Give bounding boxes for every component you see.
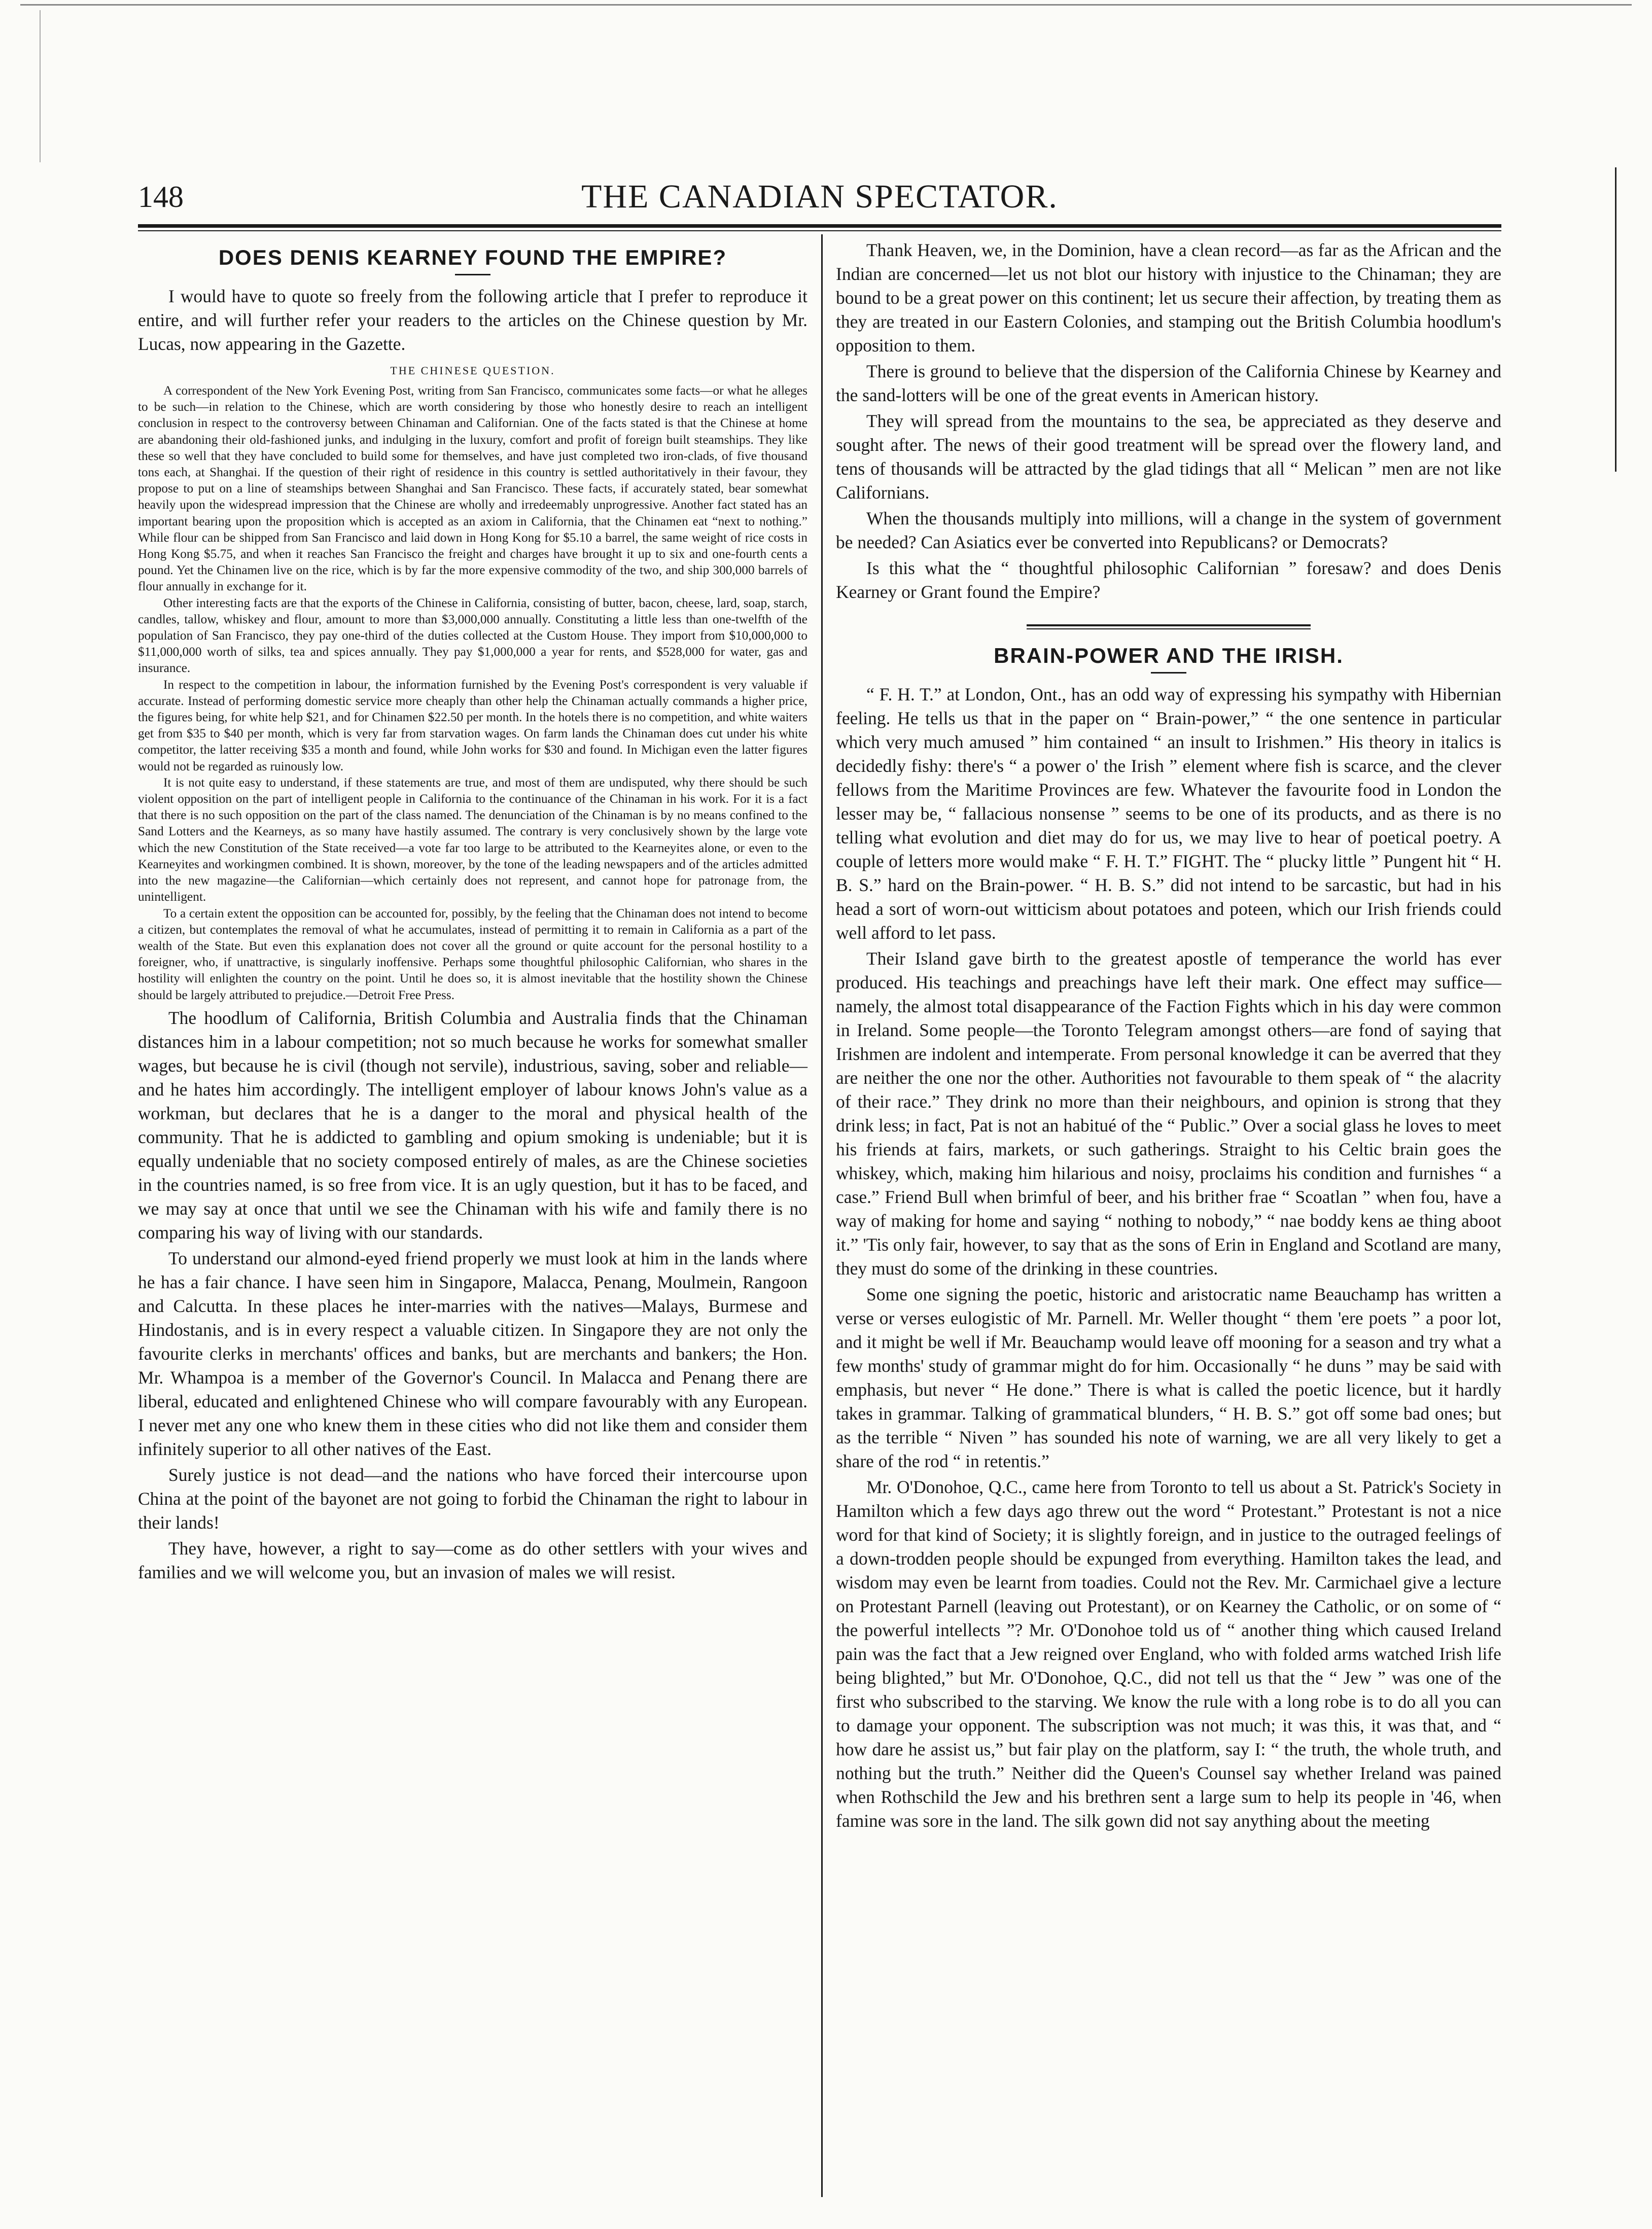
right-column: [836, 238, 1501, 1835]
column-divider: [821, 234, 823, 2197]
body-paragraph: To understand our almond-eyed friend properly we must look at him in the lands where he has a fair chance. I have seen him in Singapore, Malacca, Penang, Moulmein, Rangoon and Calcutta. In these places he inter-marries with the natives—Malays, Burmese and Hindostanis, and is in every respect a valuable citizen. In Singapore they are not only the favourite clerks in merchants' offices and banks, but are merchants and bankers; the Hon. Mr. Whampoa is a member of the Governor's Council. In Malacca and Penang there are liberal, educated and enlightened Chinese who will compare favourably with any European. I never met any one who knew them in these cities who did not like them and consider them infinitely superior to all other natives of the East.: [138, 1248, 807, 1459]
page-number: 148: [138, 180, 184, 214]
article-title-brain-power: BRAIN-POWER AND THE IRISH.: [994, 644, 1344, 667]
quoted-paragraph: A correspondent of the New York Evening Post, writing from San Francisco, communicates some facts—or what he alleges to be such—in relation to the Chinese, which are worth considering by those who honestly desire to reach an intelligent conclusion in respect to the controversy between Chinaman and Californian. One of the facts stated is that the Chinese at home are abandoning their old-fashioned junks, and indulging in the luxury, comfort and profit of foreign built steamships. They like these so well that they have concluded to build some for themselves, and have just completed two iron-clads, of five thousand tons each, at Shanghai. If the question of their right of residence in this country is settled authoritatively in their favour, they propose to put on a line of steamships between Shanghai and San Francisco. These facts, if accurately stated, bear somewhat heavily upon the widespread impression that the Chinese are wholly and irredeemably unprogressive. Another fact stated has an important bearing upon the proposition which is accepted as an axiom in California, that the Chinamen eat “next to nothing.” While flour can be shipped from San Francisco and laid down in Hong Kong for $5.10 a barrel, the same weight of rice costs in Hong Kong $5.75, and when it reaches San Francisco the freight and charges have brought it up to six and one-fourth cents a pound. Yet the Chinamen live on the rice, which is by far the more expensive commodity of the two, and ship 300,000 barrels of flour annually in exchange for it.: [138, 383, 807, 594]
quoted-paragraph: It is not quite easy to understand, if these statements are true, and most of them are undisputed, why there should be such violent opposition on the part of intelligent people in California to the continuance of the Chinaman in his work. For it is a fact that there is no such opposition on the part of the class named. The denunciation of the Chinaman is by no means confined to the Sand Lotters and the Kearneys, as so many have hastily assumed. The contrary is very conclusively shown by the large vote which the new Constitution of the State received—a vote far too large to be attributed to the Kearneyites alone, or even to the Kearneyites and workingmen combined. It is shown, moreover, by the tone of the leading newspapers and of the articles admitted into the new magazine—the Californian—which certainly does not represent, and cannot hope for patronage from, the unintelligent.: [138, 775, 807, 904]
page-header: [138, 178, 1501, 223]
left-column: [138, 238, 807, 1586]
section-separator: [1027, 624, 1311, 629]
article-intro: I would have to quote so freely from the following article that I prefer to reproduce it entire, and will further refer your readers to the articles on the Chinese question by Mr. Lucas, now appearing in the Gazette.: [138, 286, 807, 354]
body-paragraph: Some one signing the poetic, historic and aristocratic name Beauchamp has written a verse or verses eulogistic of Mr. Parnell. Mr. Weller thought “ them 'ere poets ” a poor lot, and it might be well if Mr. Beauchamp would leave off mooning for a season and try what a few months' study of grammar might do for him. Occasionally “ he duns ” may be said with emphasis, but never “ He done.” There is what is called the poetic licence, but it hardly takes in grammar. Talking of grammatical blunders, “ H. B. S.” got off some bad ones; but as the terrible “ Niven ” has sounded his note of warning, we are all very likely to get a share of the rod “ in retentis.”: [836, 1284, 1501, 1471]
article-title-kearney: DOES DENIS KEARNEY FOUND THE EMPIRE?: [218, 245, 727, 269]
continued-paragraph: Thank Heaven, we, in the Dominion, have a clean record—as far as the African and the Indian are concerned—let us not blot our history with injustice to the Chinaman; they are bound to be a great power on this continent; let us secure their affection, by treating them as they are treated in our Eastern Colonies, and stamping out the British Columbia hoodlum's opposition to them.: [836, 240, 1501, 356]
body-paragraph: “ F. H. T.” at London, Ont., has an odd way of expressing his sympathy with Hibernian feeling. He tells us that in the paper on “ Brain-power,” “ the one sentence in particular which very much amused ” him contained “ an insult to Irishmen.” His theory in italics is decidedly fishy: there's “ a power o' the Irish ” element where fish is scarce, and the clever fellows from the Maritime Provinces are few. Whatever the favourite food in London the lesser may be, “ fallacious nonsense ” seems to be one of its products, and as there is no telling what evolution and diet may do for us, we may live to hear of poetical poetry. A couple of letters more would make “ F. H. T.” FIGHT. The “ plucky little ” Pungent hit “ H. B. S.” hard on the Brain-power. “ H. B. S.” did not intend to be sarcastic, but had in his head a sort of worn-out witticism about potatoes and poteen, which our Irish friends could well afford to let pass.: [836, 684, 1501, 943]
body-paragraph: Mr. O'Donohoe, Q.C., came here from Toronto to tell us about a St. Patrick's Society in Hamilton which a few days ago threw out the word “ Protestant.” Protestant is not a nice word for that kind of Society; it is slightly foreign, and in justice to the outraged feelings of a down-trodden people should be expunged from everything. Hamilton takes the lead, and wisdom may even be learnt from toadies. Could not the Rev. Mr. Carmichael give a lecture on Protestant Parnell (leaving out Protestant), or on Kearney the Catholic, or on some of “ the powerful intellects ”? Mr. O'Donohoe told us of “ another thing which caused Ireland pain was the fact that a Jew reigned over England, who with folded arms watched Irish life being blighted,” but Mr. O'Donohoe, Q.C., did not tell us that the “ Jew ” was one of the first who subscribed to the starving. We know the rule with a long robe is to do all you can to damage your opponent. The subscription was not much; it was this, it was that, and “ how dare he assist us,” but fair play on the platform, say I: “ the truth, the whole truth, and nothing but the truth.” Neither did the Queen's Counsel say whether Ireland was pained when Rothschild the Jew and his brethren sent a large sum to help its people in '46, when famine was sore in the land. The silk gown did not say anything about the meeting: [836, 1477, 1501, 1831]
newspaper-page: [138, 178, 1501, 2201]
continued-paragraph: They will spread from the mountains to the sea, be appreciated as they deserve and sought after. The news of their good treatment will be spread over the flowery land, and tens of thousands will be attracted by the glad tidings that all “ Melican ” men are not like Californians.: [836, 411, 1501, 503]
title-underline: [1151, 672, 1186, 674]
header-rule-thin: [138, 230, 1501, 231]
continued-paragraph: Is this what the “ thoughtful philosophic Californian ” foresaw? and does Denis Kearney or Grant found the Empire?: [836, 558, 1501, 602]
continued-paragraph: When the thousands multiply into millions, will a change in the system of government be needed? Can Asiatics ever be converted into Republicans? or Democrats?: [836, 508, 1501, 552]
header-rule-thick: [138, 224, 1501, 228]
top-scan-line: [20, 4, 1632, 6]
continued-paragraph: There is ground to believe that the dispersion of the California Chinese by Kearney and the sand-lotters will be one of the great events in American history.: [836, 361, 1501, 405]
right-margin-mark: [1615, 167, 1616, 472]
body-paragraph: Their Island gave birth to the greatest apostle of temperance the world has ever produced. His teachings and preachings have left their mark. One effect may suffice—namely, the almost total disappearance of the Faction Fights which in his day were common in Ireland. Some people—the Toronto Telegram amongst others—are fond of saying that Irishmen are indolent and intemperate. From personal knowledge it can be averred that they are neither the one nor the other. Authorities not favourable to them speak of “ the alacrity of their race.” They drink no more than their neighbours, and opinion is strong that they drink less; in fact, Pat is not an habitué of the “ Public.” Over a social glass he loves to meet his friends at fairs, markets, or such gatherings. Straight to his Celtic brain goes the whiskey, which, making him hilarious and noisy, proclaims his condition and furnishes “ a case.” Friend Bull when brimful of beer, and his brither frae “ Scoatlan ” when fou, have a way of making for home and saying “ nothing to nobody,” “ nae boddy kens ae thing aboot it.” 'Tis only fair, however, to say that as the sons of Erin in England and Scotland are many, they must do some of the drinking in these countries.: [836, 948, 1501, 1279]
body-paragraph: The hoodlum of California, British Columbia and Australia finds that the Chinaman distances him in a labour competition; not so much because he works for somewhat smaller wages, but because he is civil (though not servile), industrious, saving, sober and reliable—and he hates him accordingly. The intelligent employer of labour knows John's value as a workman, but declares that he is a danger to the moral and physical health of the community. That he is addicted to gambling and opium smoking is undeniable; but it is equally undeniable that no society composed entirely of males, as are the Chinese societies in the countries named, is so free from vice. It is an ugly question, but it has to be faced, and we may say at once that until we see the Chinaman with his wife and family there is no comparing his way of living with our standards.: [138, 1007, 807, 1243]
body-paragraph: Surely justice is not dead—and the nations who have forced their intercourse upon China at the point of the bayonet are not going to forbid the Chinaman the right to labour in their lands!: [138, 1464, 807, 1533]
quoted-paragraph: In respect to the competition in labour, the information furnished by the Evening Post's correspondent is very valuable if accurate. Instead of performing domestic service more cheaply than other help the Chinaman actually commands a higher price, the figures being, for white help $21, and for Chinamen $22.50 per month. In the hotels there is no competition, and white waiters get from $35 to $40 per month, which is very far from starvation wages. On farm lands the Chinaman does cut under his white competitor, the latter receiving $35 a month and found, while John works for $30 and found. In Michigan even the latter figures would not be regarded as ruinously low.: [138, 677, 807, 773]
left-margin-line: [40, 10, 41, 162]
masthead-title: THE CANADIAN SPECTATOR.: [581, 178, 1058, 215]
quoted-subhead: THE CHINESE QUESTION.: [390, 364, 555, 377]
title-underline: [455, 274, 490, 275]
quoted-paragraph: Other interesting facts are that the exports of the Chinese in California, consisting of butter, bacon, cheese, lard, soap, starch, candles, tallow, whiskey and flour, amount to more than $3,000,000 annually. Constituting a little less than one-twelfth of the population of San Francisco, they pay one-third of the duties collected at the Custom House. They import from $10,000,000 to $11,000,000 worth of silks, tea and spices annually. They pay $1,000,000 a year for rents, and $528,000 for water, gas and insurance.: [138, 595, 807, 676]
quoted-paragraph: To a certain extent the opposition can be accounted for, possibly, by the feeling that the Chinaman does not intend to become a citizen, but contemplates the removal of what he accumulates, instead of permitting it to remain in California as a part of the wealth of the State. But even this explanation does not cover all the ground or quite account for the personal hostility to a foreigner, who, if unattractive, is singularly inoffensive. Perhaps some thoughtful philosophic Californian, who shares in the hostility will enlighten the country on the point. Until he does so, it is almost inevitable that the hostility shown the Chinese should be largely attributed to prejudice.—Detroit Free Press.: [138, 906, 807, 1002]
body-paragraph: They have, however, a right to say—come as do other settlers with your wives and families and we will welcome you, but an invasion of males we will resist.: [138, 1538, 807, 1582]
